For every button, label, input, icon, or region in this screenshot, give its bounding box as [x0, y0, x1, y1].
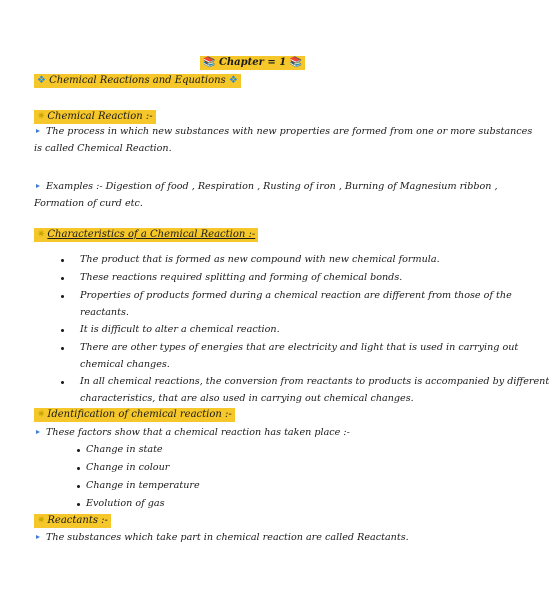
- section-heading-characteristics: [34, 228, 258, 242]
- bullet-dot: [77, 449, 80, 452]
- paragraph-line: These factors show that a chemical reaction has taken place :-: [46, 427, 350, 438]
- list-item: In all chemical reactions, the conversion from reactants to products is accompanied by different: [80, 376, 549, 387]
- book-icon: 📚: [203, 57, 216, 68]
- list-item: There are other types of energies that are electricity and light that is used in carrying out: [80, 342, 519, 353]
- paragraph-line: The process in which new substances with new properties are formed from one or more substances: [46, 126, 533, 137]
- list-item: Change in colour: [86, 462, 170, 473]
- section-heading-chemical-reaction: [34, 110, 156, 124]
- list-item: The product that is formed as new compound with new chemical formula.: [80, 254, 440, 265]
- examples-line: Formation of curd etc.: [34, 198, 143, 209]
- sparkle-icon: ✷: [37, 111, 46, 122]
- topic-heading: [34, 74, 241, 88]
- sparkle-icon: ✷: [37, 515, 46, 526]
- list-item-cont: chemical changes.: [80, 359, 170, 370]
- bullet-arrow-icon: [36, 129, 40, 133]
- bullet-dot: [61, 381, 64, 384]
- section-heading-label: Characteristics of a Chemical Reaction :-: [47, 229, 256, 240]
- section-heading-identification: [34, 408, 235, 422]
- bullet-dot: [61, 259, 64, 262]
- bullet-dot: [61, 277, 64, 280]
- book-icon: 📚: [289, 57, 303, 68]
- section-heading-label: Chemical Reaction :-: [47, 111, 153, 122]
- bullet-dot: [61, 347, 64, 350]
- list-item: It is difficult to alter a chemical reaction.: [80, 324, 280, 335]
- chapter-heading: [200, 56, 305, 70]
- section-heading-label: Identification of chemical reaction :-: [47, 409, 232, 420]
- bullet-dot: [61, 329, 64, 332]
- bullet-arrow-icon: [36, 430, 40, 434]
- paragraph-line: is called Chemical Reaction.: [34, 143, 172, 154]
- bullet-dot: [77, 467, 80, 470]
- list-item-cont: reactants.: [80, 307, 129, 318]
- diamond-icon: ❖: [37, 75, 46, 86]
- bullet-dot: [61, 295, 64, 298]
- list-item: Change in state: [86, 444, 163, 455]
- list-item: Evolution of gas: [86, 498, 165, 509]
- list-item: Change in temperature: [86, 480, 200, 491]
- topic-label: Chemical Reactions and Equations: [49, 75, 226, 86]
- bullet-dot: [77, 503, 80, 506]
- paragraph-line: The substances which take part in chemical reaction are called Reactants.: [46, 532, 409, 543]
- diamond-icon: ❖: [228, 75, 238, 86]
- sparkle-icon: ✷: [37, 229, 46, 240]
- section-heading-reactants: [34, 514, 111, 528]
- section-heading-label: Reactants :-: [47, 515, 108, 526]
- list-item: These reactions required splitting and forming of chemical bonds.: [80, 272, 403, 283]
- list-item-cont: characteristics, that are also used in carrying out chemical changes.: [80, 393, 414, 404]
- list-item: Properties of products formed during a chemical reaction are different from those of the: [80, 290, 512, 301]
- examples-line: Examples :- Digestion of food , Respiration , Rusting of iron , Burning of Magnesium ribbon ,: [46, 181, 498, 192]
- bullet-dot: [77, 485, 80, 488]
- chapter-label: Chapter = 1: [218, 57, 287, 68]
- bullet-arrow-icon: [36, 184, 40, 188]
- bullet-arrow-icon: [36, 535, 40, 539]
- sparkle-icon: ✷: [37, 409, 46, 420]
